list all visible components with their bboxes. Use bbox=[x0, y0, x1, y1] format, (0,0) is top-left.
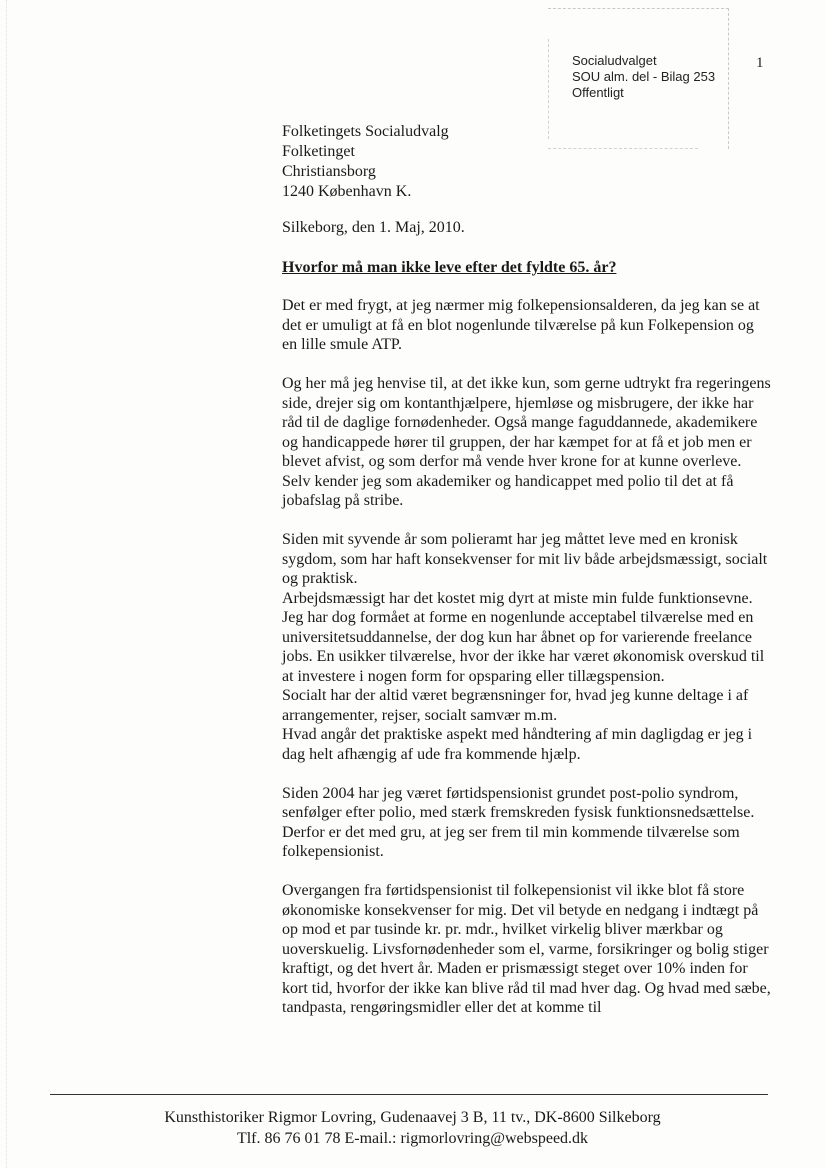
stamp-status: Offentligt bbox=[572, 85, 624, 100]
date-line: Silkeborg, den 1. Maj, 2010. bbox=[282, 219, 465, 236]
stamp-committee: Socialudvalget bbox=[572, 53, 657, 68]
body-paragraph: Overgangen fra førtidspensionist til folkepensionist vil ikke blot få store økonomiske konsekvenser for mig. Det vil betyde en nedgang i indtægt på op mod et par tusinde kr. pr. mdr., hvilket virkelig bliver mærkbar og uoverskuelig. Livsfornødenheder som el, varme, forsikringer og bolig stiger kraftigt, og det hvert år. Maden er prismæssigt steget over 10% inden for kort tid, hvorfor der ikke kan blive råd til mad hver dag. Og hvad med sæbe, tandpasta, rengøringsmidler eller det at komme til bbox=[282, 882, 771, 1016]
address-line: Christiansborg bbox=[282, 163, 376, 180]
stamp-reference: SOU alm. del - Bilag 253 bbox=[572, 69, 716, 84]
footer-contact: Tlf. 86 76 01 78 E-mail.: rigmorlovring@webspeed.dk bbox=[236, 1130, 589, 1147]
address-line: Folketinget bbox=[282, 143, 355, 160]
footer-address: Kunsthistoriker Rigmor Lovring, Gudenaavej 3 B, 11 tv., DK-8600 Silkeborg bbox=[164, 1109, 661, 1126]
page-number: 1 bbox=[756, 55, 764, 71]
footer-divider bbox=[50, 1094, 768, 1095]
body-paragraph: Siden mit syvende år som polieramt har jeg måttet leve med en kronisk sygdom, som har haft konsekvenser for mit liv både arbejdsmæssigt, socialt og praktisk. Arbejdsmæssigt har det kostet mig dyrt at miste min fulde funktionsevne. Jeg har dog formået at forme en nogenlunde acceptabel tilværelse med en universitetsuddannelse, der dog kun har åbnet op for varierende freelance jobs. En usikker tilværelse, hvor der ikke har været økonomisk overskud til at investere i nogen form for opsparing eller tillægspension. Socialt har der altid været begrænsninger for, hvad jeg kunne deltage i af arrangementer, rejser, socialt samvær m.m. Hvad angår det praktiske aspekt med håndtering af min dagligdag er jeg i dag helt afhængig af ude fra kommende hjælp. bbox=[282, 531, 768, 763]
letter-body bbox=[282, 296, 772, 1037]
address-line: 1240 København K. bbox=[282, 183, 412, 200]
body-paragraph: Og her må jeg henvise til, at det ikke kun, som gerne udtrykt fra regeringens side, drejer sig om kontanthjælpere, hjemløse og misbrugere, der ikke har råd til de daglige fornødenheder. Også mange faguddannede, akademikere og handicappede hører til gruppen, der har kæmpet for at få et job men er blevet afvist, og som derfor må vende hver krone for at kunne overleve. Selv kender jeg som akademiker og handicappet med polio til det at få jobafslag på stribe. bbox=[282, 375, 771, 509]
stamp-box-bottom-edge bbox=[548, 148, 698, 149]
letter-headline: Hvorfor må man ikke leve efter det fyldte 65. år? bbox=[282, 259, 617, 276]
recipient-address bbox=[282, 122, 449, 202]
stamp-box-left-edge bbox=[548, 39, 549, 139]
body-paragraph: Det er med frygt, at jeg nærmer mig folkepensionsalderen, da jeg kan se at det er umuligt at få en blot nogenlunde tilværelse på kun Folkepension og en lille smule ATP. bbox=[282, 297, 760, 353]
body-paragraph: Siden 2004 har jeg været førtidspensionist grundet post-polio syndrom, senfølger efter polio, med stærk fremskreden fysisk funktionsnedsættelse. Derfor er det med gru, at jeg ser frem til min kommende tilværelse som folkepensionist. bbox=[282, 784, 755, 860]
address-line: Folketingets Socialudvalg bbox=[282, 123, 449, 140]
scan-edge bbox=[6, 0, 7, 1168]
letter-footer bbox=[0, 1107, 825, 1149]
document-stamp bbox=[572, 53, 715, 101]
